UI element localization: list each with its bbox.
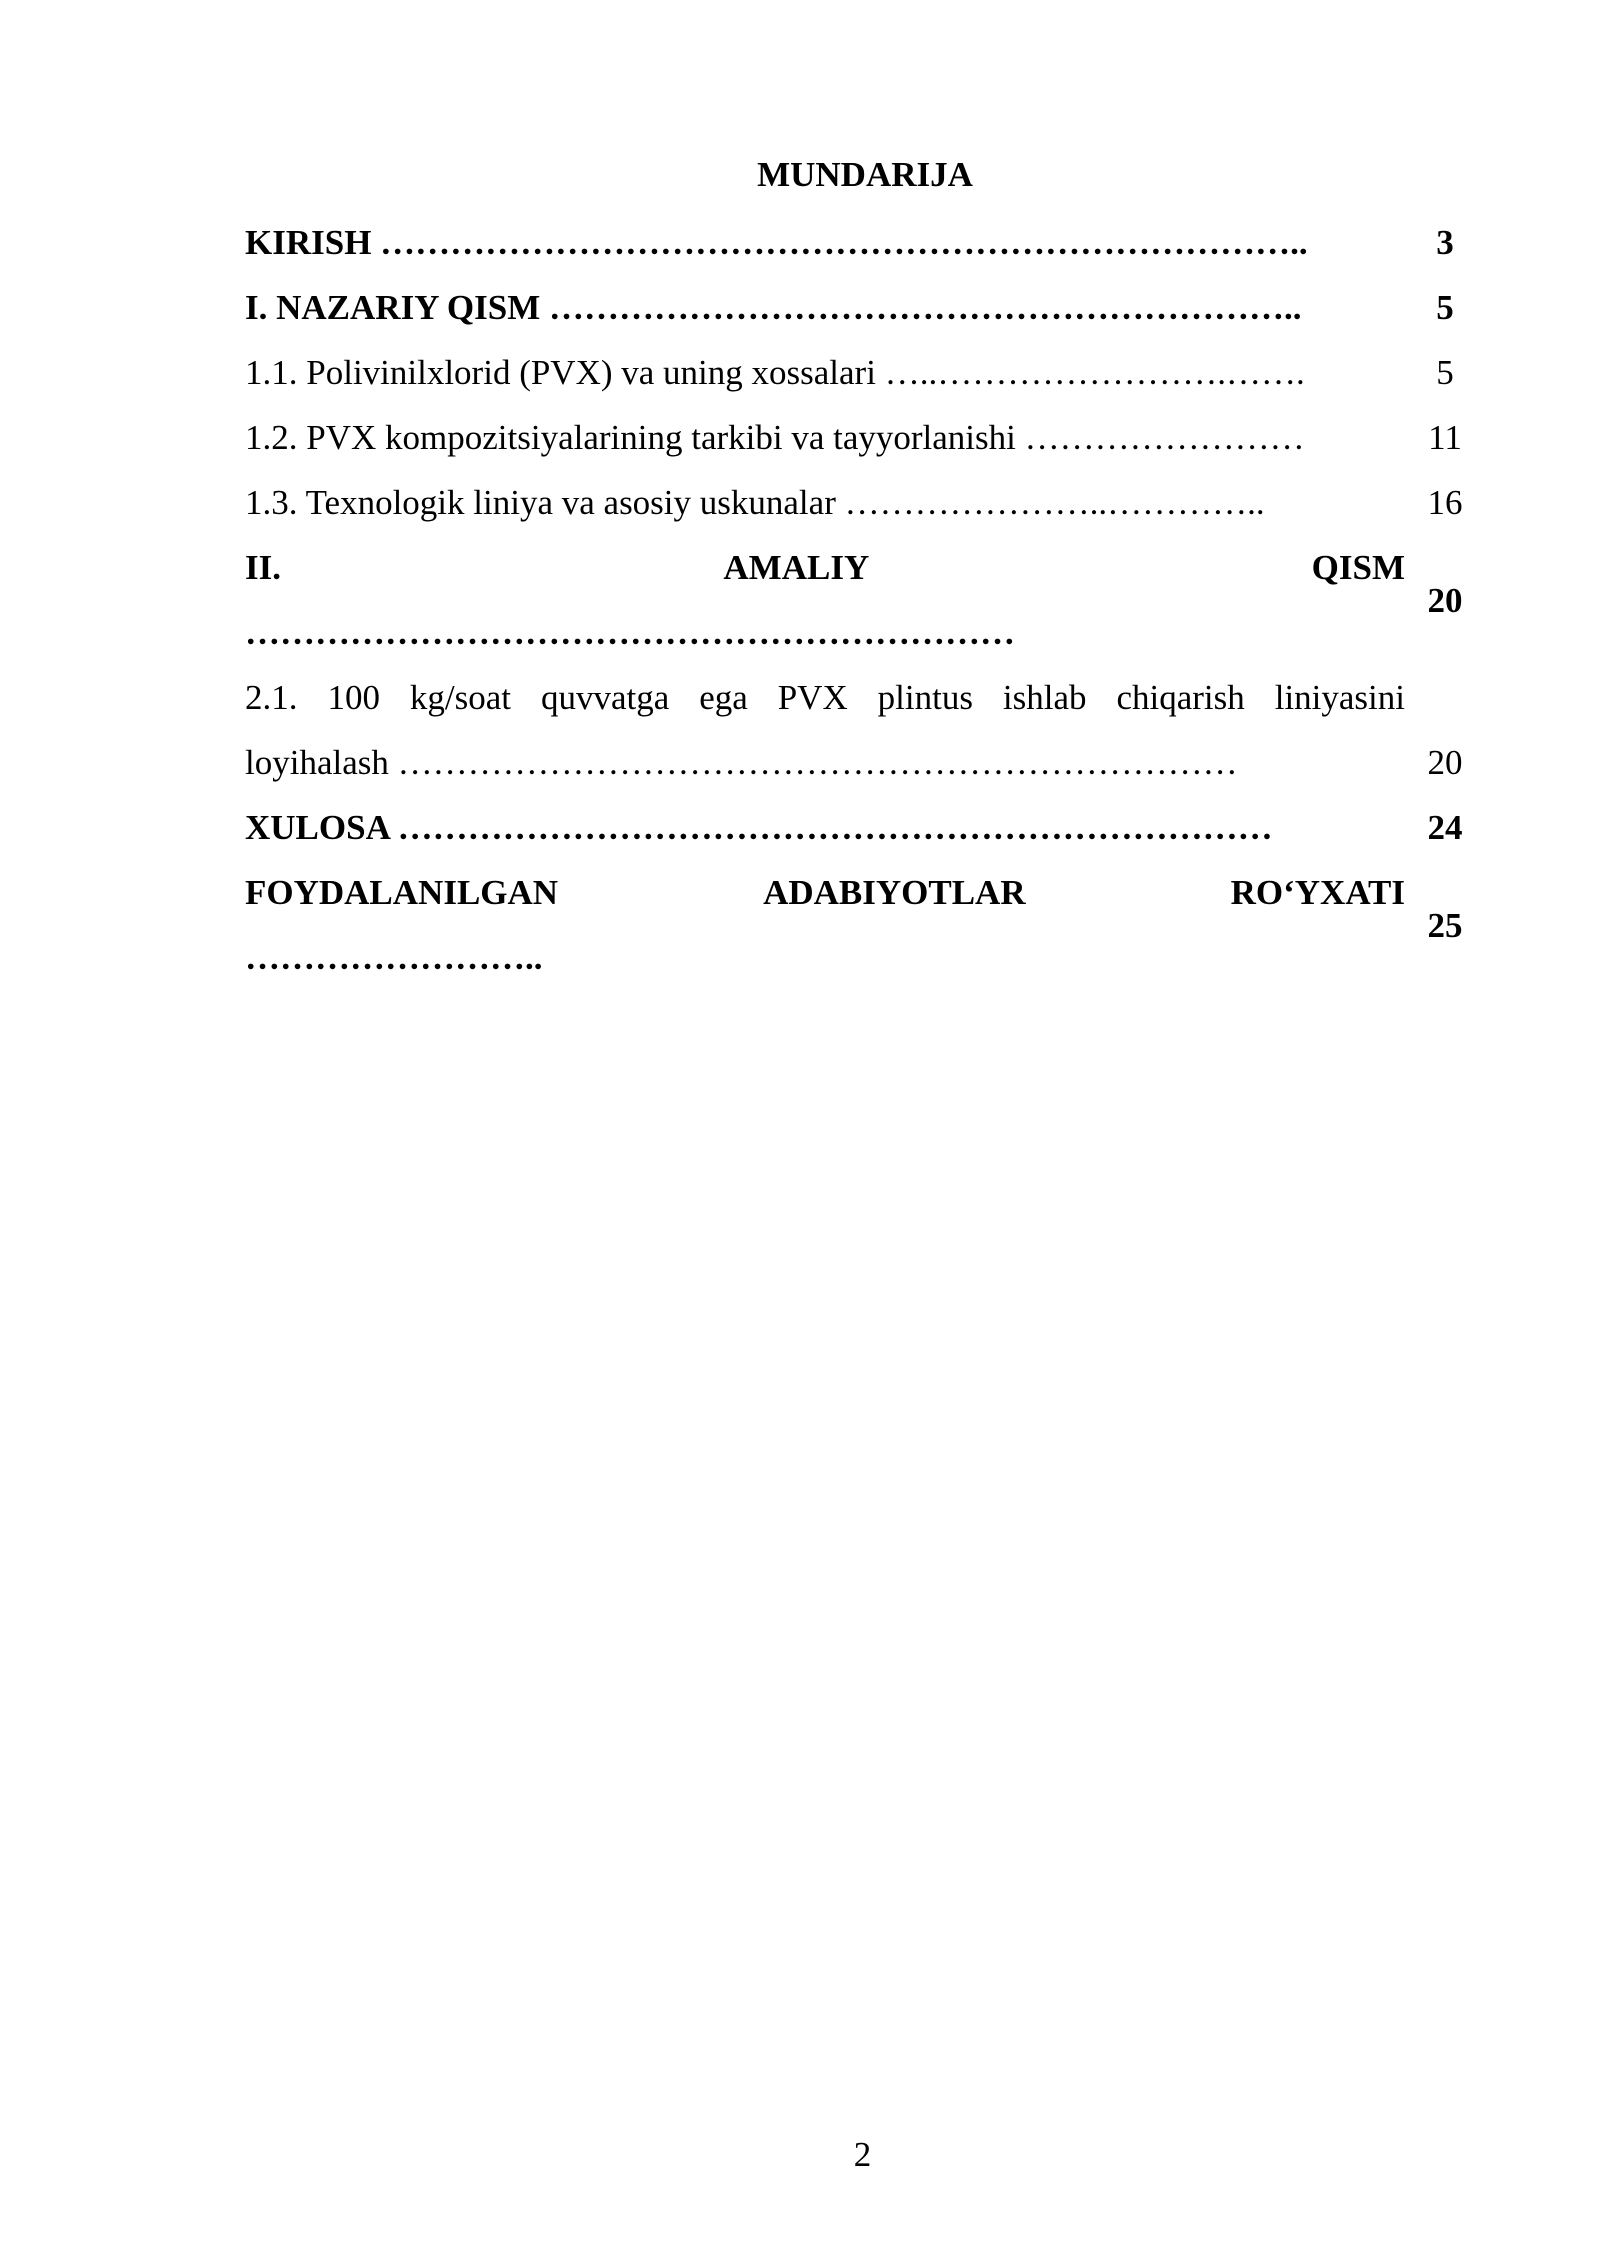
toc-entry-page: 5 bbox=[1436, 353, 1454, 392]
toc-entry-1-3[interactable] bbox=[245, 470, 1485, 535]
toc-entry-leader: …………………….. bbox=[245, 938, 543, 977]
toc-entry-xulosa[interactable] bbox=[245, 795, 1485, 860]
toc-entry-text bbox=[245, 665, 1405, 795]
toc-entry-amaliy-qism[interactable] bbox=[245, 535, 1485, 665]
toc-entry-text bbox=[245, 535, 1405, 665]
page-number: 2 bbox=[853, 2135, 872, 2174]
toc-word: FOYDALANILGAN bbox=[245, 873, 559, 912]
toc-entry-page: 20 bbox=[1427, 580, 1463, 620]
toc-entry-kirish[interactable] bbox=[245, 210, 1485, 275]
toc-entry-line bbox=[245, 535, 1405, 600]
toc-entry-text: 1.3. Texnologik liniya va asosiy uskunalar …………………..………….. bbox=[245, 483, 1265, 522]
toc-entry-text: I. NAZARIY QISM ……………………………………………………….. bbox=[245, 288, 1302, 327]
toc-entry-page: 5 bbox=[1436, 288, 1454, 327]
toc-entry-line: 2.1. 100 kg/soat quvvatga ega PVX plintus ishlab chiqarish liniyasini bbox=[245, 678, 1405, 717]
toc-word: RO‘YXATI bbox=[1230, 873, 1405, 912]
toc-entry-text bbox=[245, 860, 1405, 990]
toc-word: ADABIYOTLAR bbox=[763, 873, 1026, 912]
toc-entry-text: XULOSA ………………………………………………………………… bbox=[245, 808, 1273, 847]
toc-word: AMALIY bbox=[723, 548, 870, 587]
table-of-contents bbox=[245, 210, 1485, 990]
toc-entry-1-2[interactable] bbox=[245, 405, 1485, 470]
toc-word: QISM bbox=[1311, 548, 1405, 587]
toc-entry-adabiyotlar[interactable] bbox=[245, 860, 1485, 990]
toc-entry-nazariy-qism[interactable] bbox=[245, 275, 1485, 340]
toc-entry-page: 24 bbox=[1427, 808, 1463, 847]
toc-entry-line: loyihalash ……………………………………………………………… bbox=[245, 743, 1238, 782]
toc-entry-text: 1.2. PVX kompozitsiyalarining tarkibi va tayyorlanishi …………………… bbox=[245, 418, 1305, 457]
toc-entry-text: 1.1. Polivinilxlorid (PVX) va uning xossalari …..…………………….……. bbox=[245, 353, 1305, 392]
toc-entry-2-1[interactable] bbox=[245, 665, 1485, 795]
toc-entry-page: 20 bbox=[1427, 743, 1463, 782]
toc-entry-page: 11 bbox=[1428, 418, 1462, 457]
toc-title bbox=[0, 150, 1600, 200]
toc-entry-1-1[interactable] bbox=[245, 340, 1485, 405]
toc-entry-leader: ………………………………………………………… bbox=[245, 613, 1015, 652]
toc-entry-page: 16 bbox=[1427, 483, 1463, 522]
toc-entry-text: KIRISH …………………………………………………………………….. bbox=[245, 223, 1308, 262]
toc-entry-line bbox=[245, 860, 1405, 925]
toc-entry-page: 3 bbox=[1436, 223, 1454, 262]
toc-title-text: MUNDARIJA bbox=[757, 155, 973, 194]
toc-word: II. bbox=[245, 548, 281, 587]
toc-entry-page: 25 bbox=[1427, 905, 1463, 945]
